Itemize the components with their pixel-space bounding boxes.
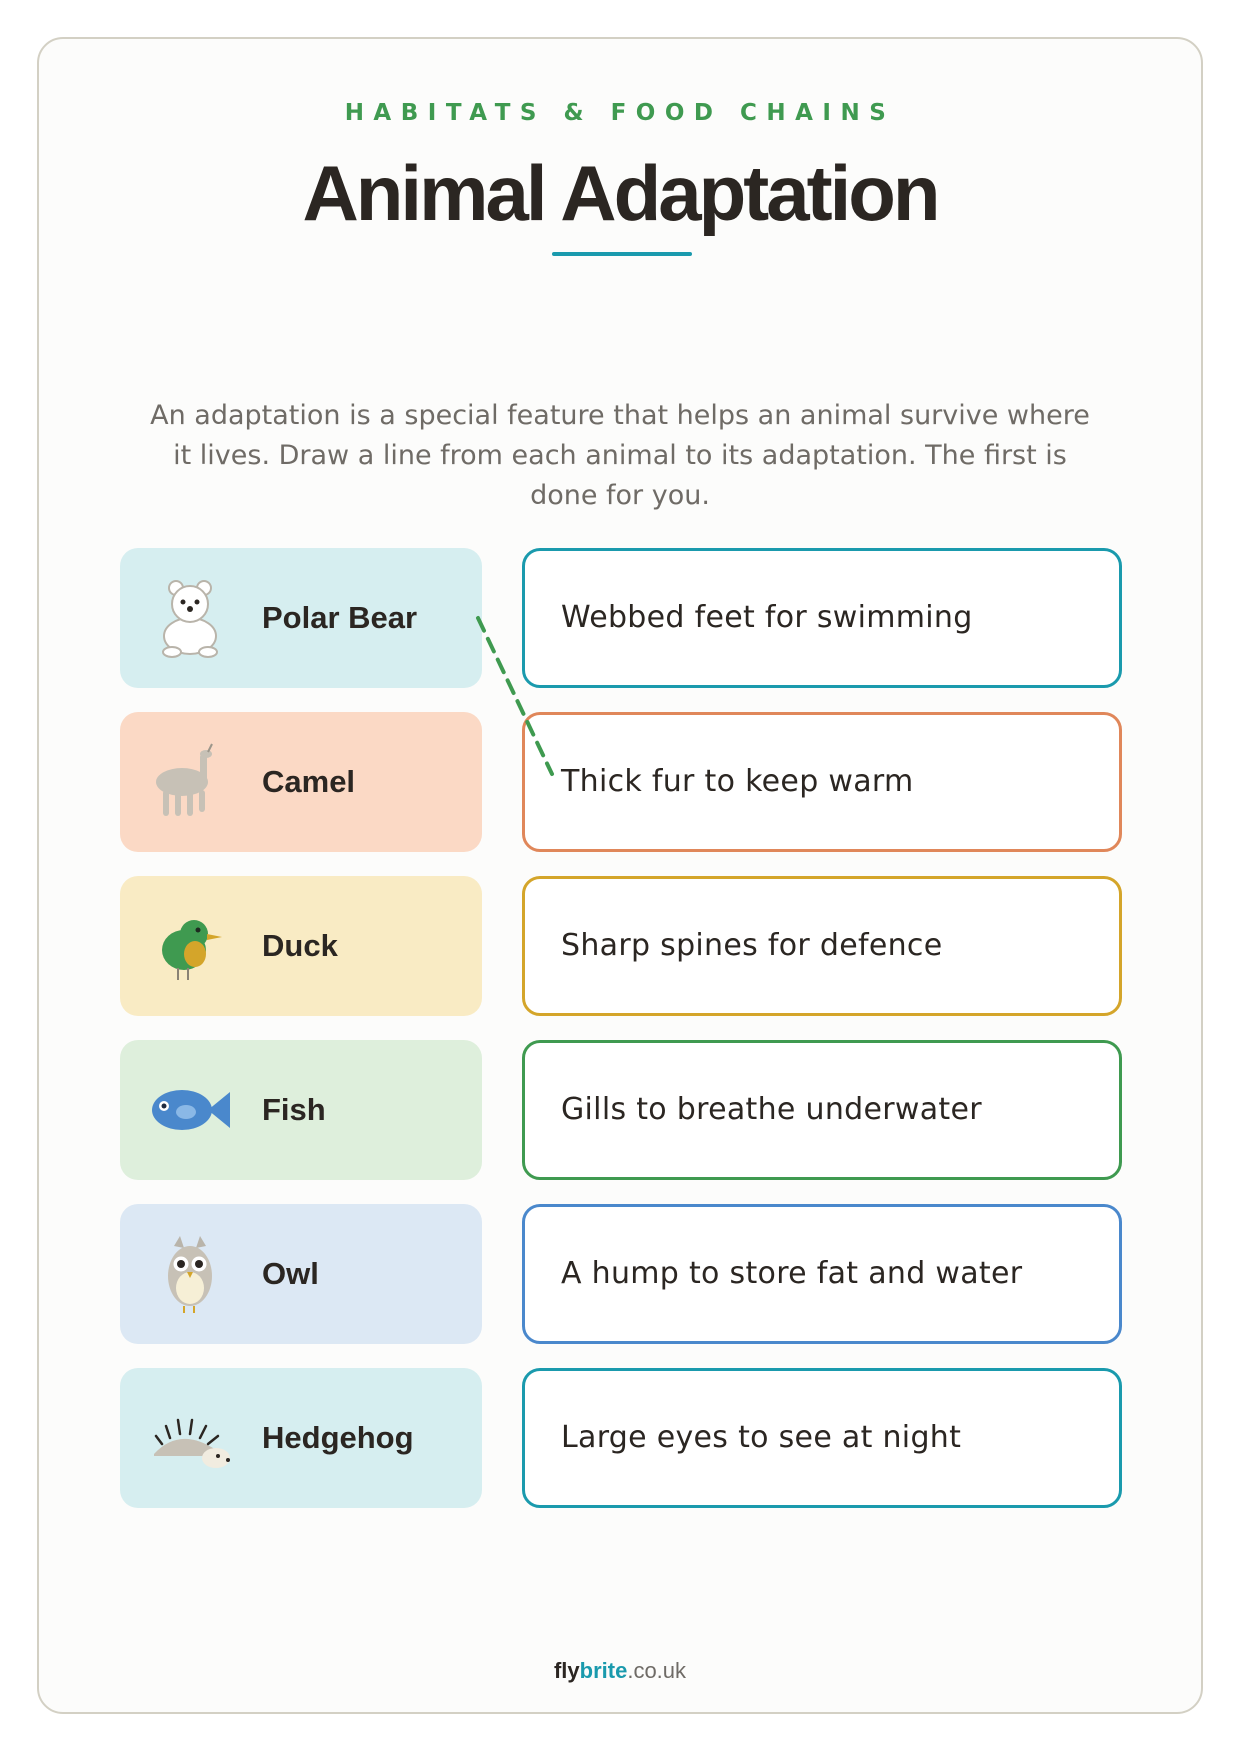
section-eyebrow: HABITATS & FOOD CHAINS — [344, 100, 896, 126]
adaptation-card-hump[interactable] — [522, 1204, 1122, 1344]
brand-brite: brite — [579, 1658, 628, 1683]
animal-card-owl[interactable] — [120, 1204, 482, 1344]
hedgehog-icon — [150, 1398, 230, 1478]
page-title: Animal Adaptation — [302, 149, 938, 237]
animal-name: Polar Bear — [262, 600, 418, 635]
animal-name: Duck — [262, 928, 338, 963]
animal-name: Owl — [262, 1256, 319, 1291]
animal-name: Fish — [262, 1092, 326, 1127]
adaptation-text: Thick fur to keep warm — [561, 764, 914, 799]
adaptation-text: A hump to store fat and water — [561, 1256, 1023, 1291]
adaptation-card-gills[interactable] — [522, 1040, 1122, 1180]
polar-bear-icon — [150, 578, 230, 658]
instructions-line-3: done for you. — [530, 480, 710, 511]
duck-icon — [150, 906, 230, 986]
adaptation-text: Webbed feet for swimming — [561, 600, 973, 635]
adaptation-card-sharp-spines[interactable] — [522, 876, 1122, 1016]
example-connector-line — [470, 610, 550, 790]
site-footer — [0, 1658, 1240, 1684]
animal-card-duck[interactable] — [120, 876, 482, 1016]
adaptation-text: Large eyes to see at night — [561, 1420, 962, 1455]
animal-name: Hedgehog — [262, 1420, 414, 1455]
adaptation-card-large-eyes[interactable] — [522, 1368, 1122, 1508]
instructions-line-1: An adaptation is a special feature that helps an animal survive where — [150, 400, 1090, 431]
brand-fly: fly — [553, 1658, 580, 1683]
animal-card-hedgehog[interactable] — [120, 1368, 482, 1508]
instructions — [130, 396, 1110, 516]
camel-icon — [150, 742, 230, 822]
fish-icon — [150, 1070, 230, 1150]
brand-domain: .co.uk — [627, 1658, 687, 1683]
animal-card-camel[interactable] — [120, 712, 482, 852]
animal-card-polar-bear[interactable] — [120, 548, 482, 688]
adaptation-card-thick-fur[interactable] — [522, 712, 1122, 852]
instructions-line-2: it lives. Draw a line from each animal to its adaptation. The first is — [173, 440, 1067, 471]
adaptation-text: Gills to breathe underwater — [561, 1092, 982, 1127]
owl-icon — [150, 1234, 230, 1314]
title-underline — [552, 252, 692, 256]
animal-name: Camel — [262, 764, 356, 799]
adaptation-card-webbed-feet[interactable] — [522, 548, 1122, 688]
animal-card-fish[interactable] — [120, 1040, 482, 1180]
adaptation-text: Sharp spines for defence — [561, 928, 943, 963]
